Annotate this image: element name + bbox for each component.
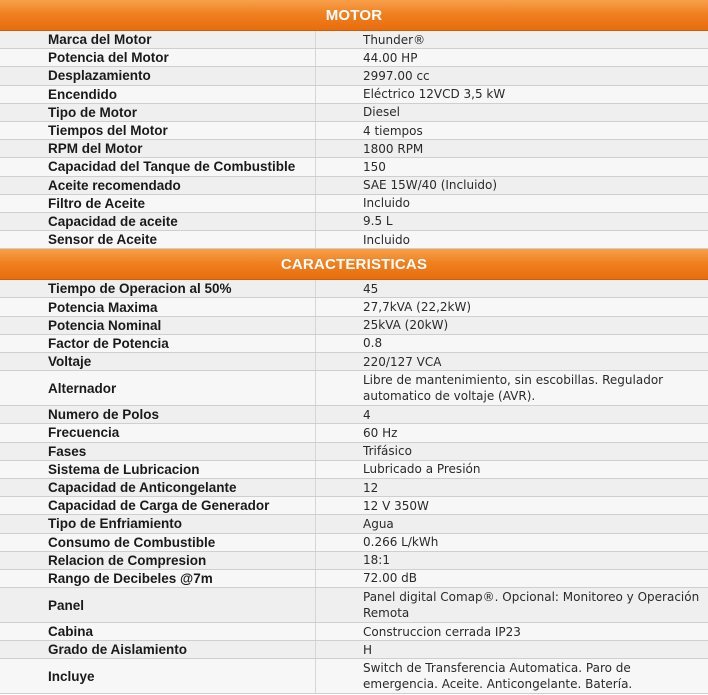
spec-value: Incluido — [363, 196, 410, 211]
spec-value: 12 V 350W — [363, 498, 429, 513]
spec-label: Factor de Potencia — [0, 335, 316, 352]
spec-row — [0, 406, 708, 424]
spec-row — [0, 280, 708, 298]
spec-label: Rango de Decibeles @7m — [0, 570, 316, 587]
spec-label: Potencia del Motor — [0, 49, 316, 66]
spec-value: 45 — [363, 281, 379, 296]
spec-value: Panel digital Comap®. Opcional: Monitoreo y Operación Remota — [363, 590, 700, 621]
spec-value: 25kVA (20kW) — [363, 318, 449, 333]
spec-row — [0, 298, 708, 316]
spec-row — [0, 213, 708, 231]
spec-label: Tipo de Enfriamiento — [0, 515, 316, 532]
spec-value: Lubricado a Presión — [363, 462, 481, 477]
section-rows — [0, 280, 708, 694]
section-motor — [0, 0, 708, 249]
spec-row — [0, 122, 708, 140]
spec-label: Desplazamiento — [0, 67, 316, 84]
spec-row — [0, 659, 708, 694]
spec-row — [0, 335, 708, 353]
spec-value: Agua — [363, 516, 394, 531]
spec-value: 18:1 — [363, 553, 390, 568]
spec-label: Tiempos del Motor — [0, 122, 316, 139]
spec-label: Encendido — [0, 86, 316, 103]
spec-row — [0, 31, 708, 49]
spec-label: Frecuencia — [0, 424, 316, 441]
spec-value: 2997.00 cc — [363, 68, 430, 83]
spec-label: Cabina — [0, 623, 316, 640]
spec-label: Marca del Motor — [0, 31, 316, 48]
spec-row — [0, 140, 708, 158]
spec-value: 4 tiempos — [363, 123, 423, 138]
spec-value: 220/127 VCA — [363, 354, 442, 369]
spec-row — [0, 317, 708, 335]
spec-row — [0, 570, 708, 588]
spec-row — [0, 443, 708, 461]
spec-label: Relacion de Compresion — [0, 552, 316, 569]
spec-row — [0, 588, 708, 623]
spec-label: Panel — [0, 588, 316, 622]
spec-value: Diesel — [363, 105, 400, 120]
spec-label: Sistema de Lubricacion — [0, 461, 316, 478]
spec-value: H — [363, 642, 373, 657]
section-caracteristicas — [0, 249, 708, 694]
spec-label: Potencia Nominal — [0, 317, 316, 334]
spec-label: Incluye — [0, 659, 316, 693]
spec-label: Sensor de Aceite — [0, 231, 316, 248]
spec-value: 44.00 HP — [363, 50, 418, 65]
spec-row — [0, 623, 708, 641]
spec-label: Capacidad de Carga de Generador — [0, 497, 316, 514]
spec-value: 27,7kVA (22,2kW) — [363, 300, 472, 315]
spec-label: Capacidad de Anticongelante — [0, 479, 316, 496]
spec-value: 72.00 dB — [363, 571, 418, 586]
spec-value: Construccion cerrada IP23 — [363, 624, 521, 639]
spec-value: 0.266 L/kWh — [363, 535, 439, 550]
spec-value: Trifásico — [363, 444, 412, 459]
spec-value: 150 — [363, 159, 386, 174]
spec-label: Tipo de Motor — [0, 104, 316, 121]
spec-value: 4 — [363, 407, 371, 422]
spec-row — [0, 231, 708, 249]
spec-row — [0, 158, 708, 176]
spec-row — [0, 552, 708, 570]
section-rows — [0, 31, 708, 249]
spec-label: Capacidad del Tanque de Combustible — [0, 158, 316, 175]
spec-label: Numero de Polos — [0, 406, 316, 423]
spec-value: 9.5 L — [363, 214, 393, 229]
spec-value: 1800 RPM — [363, 141, 424, 156]
spec-label: Consumo de Combustible — [0, 534, 316, 551]
spec-label: Fases — [0, 443, 316, 460]
spec-row — [0, 497, 708, 515]
spec-row — [0, 67, 708, 85]
spec-label: Tiempo de Operacion al 50% — [0, 280, 316, 297]
spec-row — [0, 641, 708, 659]
spec-value: Thunder® — [363, 32, 426, 47]
spec-value: Switch de Transferencia Automatica. Paro de emergencia. Aceite. Anticongelante. Batería. — [363, 661, 633, 692]
spec-value: 0.8 — [363, 336, 383, 351]
spec-label: Capacidad de aceite — [0, 213, 316, 230]
spec-row — [0, 371, 708, 406]
spec-row — [0, 177, 708, 195]
spec-label: Potencia Maxima — [0, 298, 316, 315]
section-header: MOTOR — [0, 0, 708, 31]
spec-value: SAE 15W/40 (Incluido) — [363, 178, 498, 193]
spec-row — [0, 353, 708, 371]
spec-value: Incluido — [363, 232, 410, 247]
spec-row — [0, 424, 708, 442]
spec-value: Eléctrico 12VCD 3,5 kW — [363, 87, 506, 102]
spec-label: Grado de Aislamiento — [0, 641, 316, 658]
spec-row — [0, 195, 708, 213]
spec-label: Filtro de Aceite — [0, 195, 316, 212]
spec-row — [0, 49, 708, 67]
spec-value: Libre de mantenimiento, sin escobillas. Regulador automatico de voltaje (AVR). — [363, 373, 664, 404]
spec-label: Voltaje — [0, 353, 316, 370]
spec-value: 60 Hz — [363, 425, 398, 440]
spec-row — [0, 104, 708, 122]
spec-row — [0, 479, 708, 497]
spec-row — [0, 534, 708, 552]
spec-row — [0, 86, 708, 104]
spec-row — [0, 461, 708, 479]
spec-row — [0, 515, 708, 533]
spec-label: Alternador — [0, 371, 316, 405]
spec-label: Aceite recomendado — [0, 177, 316, 194]
section-header: CARACTERISTICAS — [0, 249, 708, 280]
spec-value: 12 — [363, 480, 379, 495]
spec-label: RPM del Motor — [0, 140, 316, 157]
